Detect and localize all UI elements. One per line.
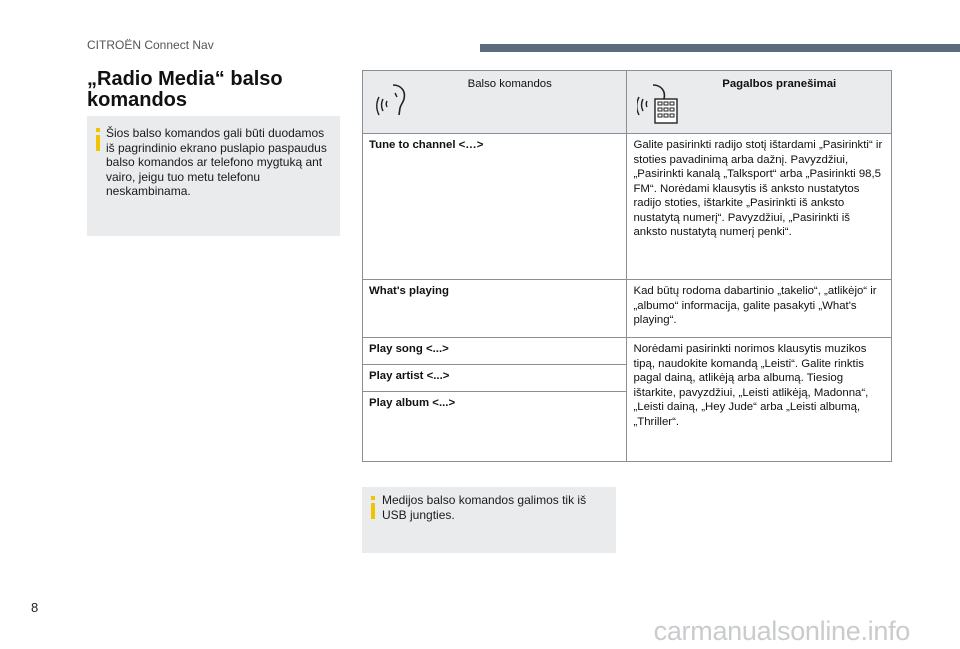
section-title: „Radio Media“ balso komandos: [87, 68, 283, 111]
command-cell: Tune to channel <…>: [363, 134, 627, 280]
info-icon: [371, 496, 375, 500]
page-number: 8: [31, 600, 39, 615]
command-cell: What's playing: [363, 280, 627, 338]
table-row: [363, 338, 892, 365]
description-cell: Kad būtų rodoma dabartinio „takelio“, „atlikėjo“ ir „albumo“ informacija, galite pasakyti „What's playing“.: [627, 280, 892, 338]
description-cell: Galite pasirinkti radijo stotį ištardami „Pasirinkti“ ir stoties pavadinimą arba dažnį. Pavyzdžiui, „Pasirinkti kanalą „Talksport“ arba „Pasirinkti 98,5 FM“. Norėdami klausytis iš anksto nustatytos radijo stoties, ištarkite „Pasirinkti iš anksto nustatytą numerį“. Pavyzdžiui, „Pasirinkti iš anksto nustatytą numerį penki“.: [627, 134, 892, 280]
command-cell: Play artist <...>: [363, 365, 627, 392]
table-row: [363, 134, 892, 280]
info-icon-bar: [371, 503, 375, 519]
info-text: Medijos balso komandos galimos tik iš USB jungties.: [382, 493, 587, 522]
watermark: carmanualsonline.info: [653, 616, 910, 646]
header-accent-bar: [480, 44, 960, 52]
info-box-left: [87, 116, 340, 236]
description-cell: Norėdami pasirinkti norimos klausytis muzikos tipą, naudokite komandą „Leisti“. Galite rinktis pagal dainą, atlikėją arba albumą. Tiesiog ištarkite, pavyzdžiui, „Leisti atlikėją, Madonna“, „Leisti dainą, „Hey Jude“ arba „Leisti albumą, „Thriller“.: [627, 338, 892, 462]
table-header-label: Balso komandos: [467, 78, 552, 90]
info-icon: [96, 128, 100, 132]
table-header-commands: [363, 71, 627, 134]
info-text: Šios balso komandos gali būti duodamos iš pagrindinio ekrano puslapio paspaudus balso komandos ar telefono mygtuką ant vairo, jeigu tuo metu telefonu neskambinama.: [106, 126, 327, 199]
info-icon-bar: [96, 135, 100, 151]
voice-commands-table: [362, 70, 892, 462]
table-header-label: Pagalbos pranešimai: [722, 78, 837, 90]
document-header-title: CITROËN Connect Nav: [87, 38, 214, 52]
command-cell: Play album <...>: [363, 392, 627, 462]
command-cell: Play song <...>: [363, 338, 627, 365]
info-box-bottom: [362, 487, 616, 553]
table-header-help: [627, 71, 892, 134]
table-row: [363, 280, 892, 338]
